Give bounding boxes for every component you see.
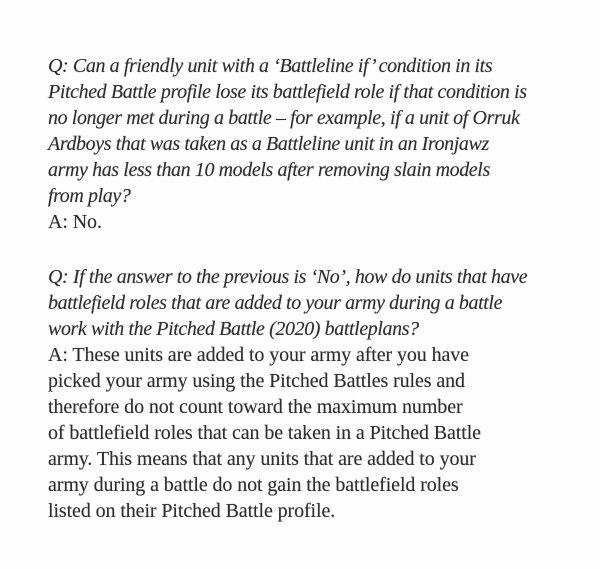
qa-block-2 — [48, 264, 590, 524]
question-1-line-2: Pitched Battle profile lose its battlefield role if that condition is — [48, 81, 527, 103]
qa-block-1 — [48, 53, 590, 235]
question-2-line-1: Q: If the answer to the previous is ‘No’, how do units that have — [48, 266, 528, 288]
answer-2-line-6: army during a battle do not gain the battlefield roles — [48, 474, 459, 496]
answer-1-line-1: A: No. — [48, 211, 102, 233]
question-1-line-4: Ardboys that was taken as a Battleline unit in an Ironjawz — [48, 133, 489, 155]
question-2-line-2: battlefield roles that are added to your army during a battle — [48, 292, 503, 314]
answer-2-line-4: of battlefield roles that can be taken in a Pitched Battle — [48, 422, 481, 444]
question-1-line-6: from play? — [48, 185, 131, 207]
question-2-line-3: work with the Pitched Battle (2020) battleplans? — [48, 318, 419, 340]
question-1-line-1: Q: Can a friendly unit with a ‘Battleline if’ condition in its — [48, 55, 493, 77]
answer-1 — [48, 209, 590, 235]
answer-2-line-2: picked your army using the Pitched Battles rules and — [48, 370, 465, 392]
question-1-line-3: no longer met during a battle – for example, if a unit of Orruk — [48, 107, 520, 129]
answer-2-line-5: army. This means that any units that are added to your — [48, 448, 476, 470]
answer-2-line-7: listed on their Pitched Battle profile. — [48, 500, 336, 522]
question-1 — [48, 53, 590, 209]
answer-2-line-3: therefore do not count toward the maximum number — [48, 396, 463, 418]
answer-2 — [48, 342, 590, 524]
question-1-line-5: army has less than 10 models after removing slain models — [48, 159, 490, 181]
question-2 — [48, 264, 590, 342]
answer-2-line-1: A: These units are added to your army after you have — [48, 344, 469, 366]
